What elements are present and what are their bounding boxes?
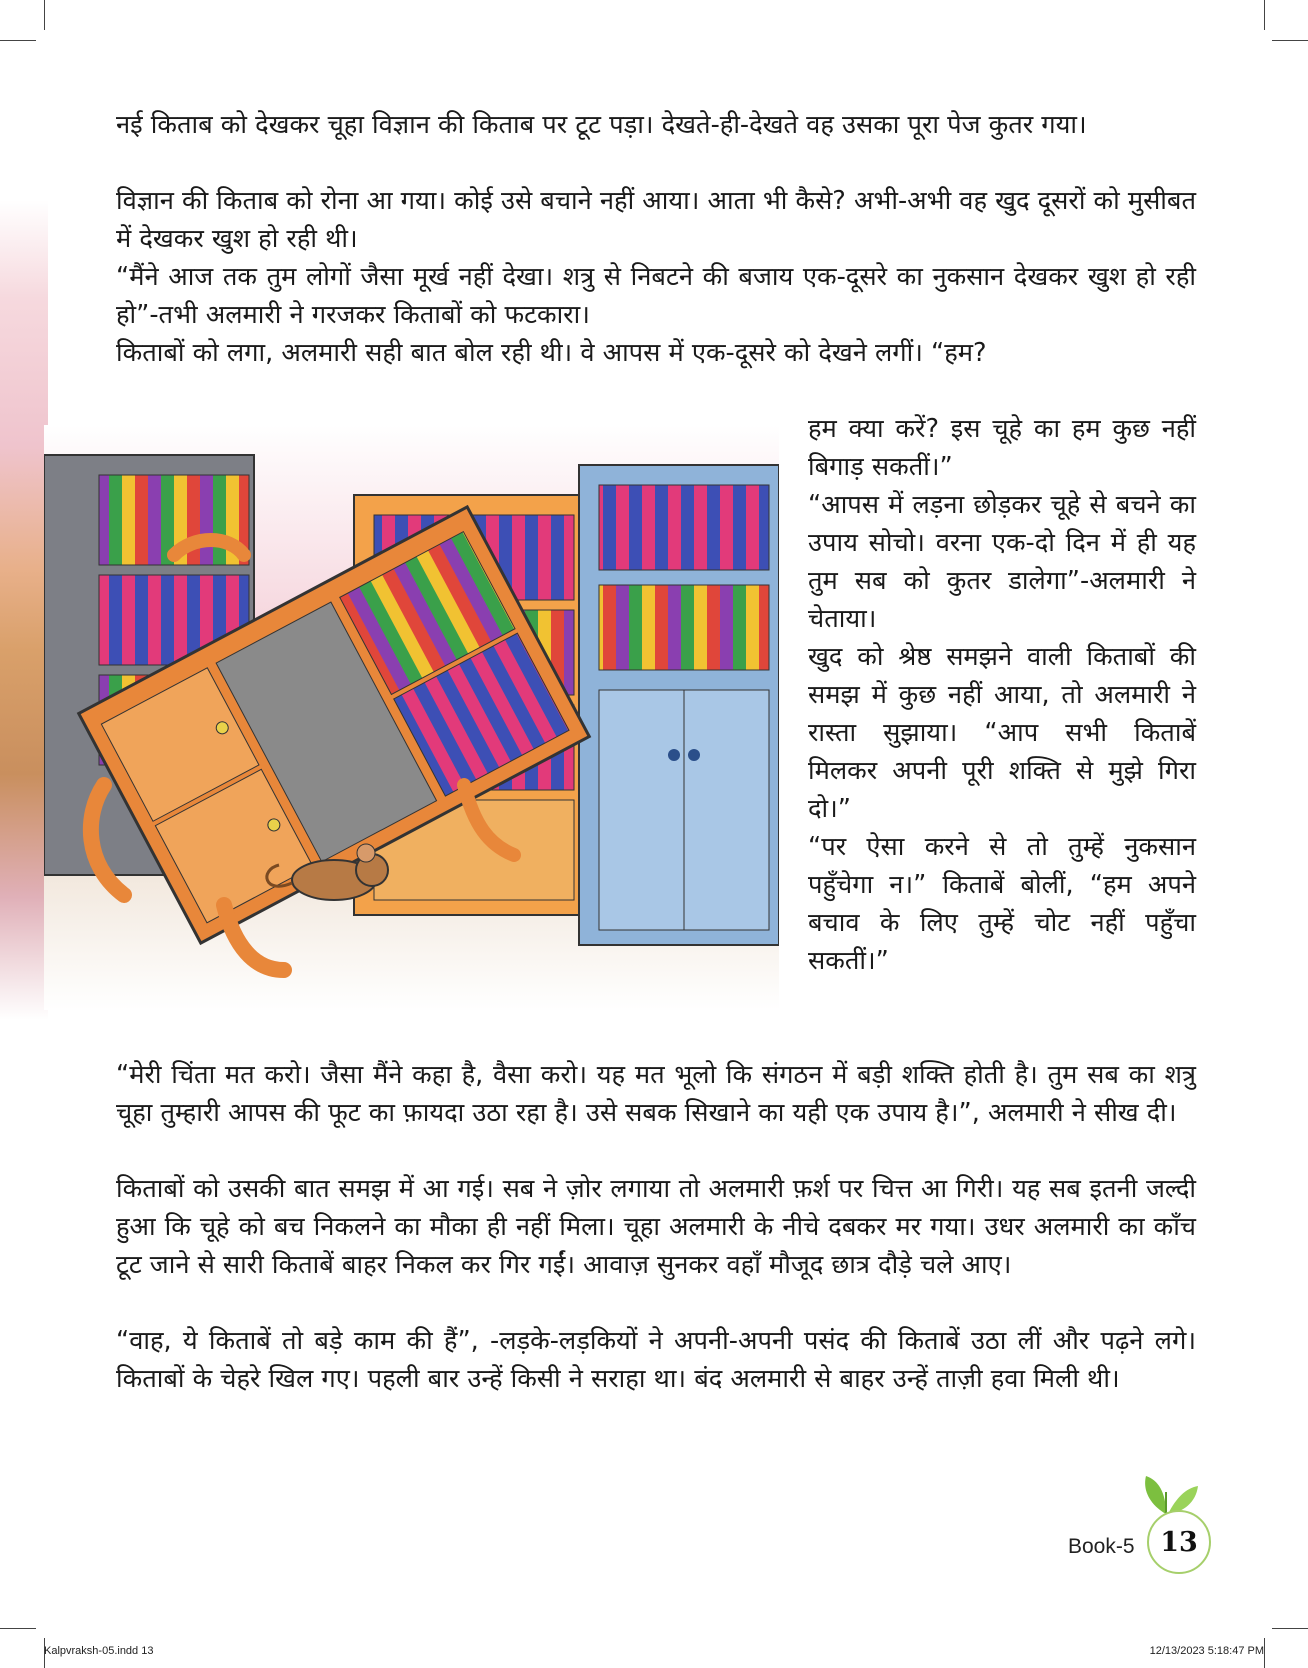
paragraph-1: नई किताब को देखकर चूहा विज्ञान की किताब पर टूट पड़ा। देखते-ही-देखते वह उसका पूरा पेज कुतर गया। <box>116 110 1087 140</box>
side-paragraph-3: खुद को श्रेष्ठ समझने वाली किताबों की समझ में कुछ नहीं आया, तो अलमारी ने रास्ता सुझाया। “आप सभी किताबें मिलकर अपनी पूरी शक्ति से मुझे गिरा दो।” <box>808 642 1196 824</box>
crop-mark <box>1264 0 1265 30</box>
slug-filename: Kalpvraksh-05.indd 13 <box>44 1645 154 1657</box>
page-number: 13 <box>1160 1526 1198 1558</box>
background-bleed <box>0 200 48 1020</box>
crop-mark <box>0 1628 36 1629</box>
page-number-badge <box>1147 1510 1211 1574</box>
side-paragraph-2: “आपस में लड़ना छोड़कर चूहे से बचने का उपाय सोचो। वरना एक-दो दिन में ही यह तुम सब को कुतर डालेगा”-अलमारी ने चेताया। <box>808 490 1196 634</box>
paragraph-3: “मैंने आज तक तुम लोगों जैसा मूर्ख नहीं देखा। शत्रु से निबटने की बजाय एक-दूसरे का नुकसान देखकर खुश हो रही हो”-तभी अलमारी ने गरजकर किताबों को फटकारा। <box>116 262 1196 330</box>
bottom-paragraph-3: “वाह, ये किताबें तो बड़े काम की हैं”, -लड़के-लड़कियों ने अपनी-अपनी पसंद की किताबें उठा लीं और पढ़ने लगे। किताबों के चेहरे खिल गए। पहली बार उन्हें किसी ने सराहा था। बंद अलमारी से बाहर उन्हें ताज़ी हवा मिली थी। <box>116 1326 1196 1394</box>
crop-mark <box>1272 1628 1308 1629</box>
crop-mark <box>44 0 45 30</box>
crop-mark <box>0 40 36 41</box>
crop-mark <box>1272 40 1308 41</box>
slug-timestamp: 12/13/2023 5:18:47 PM <box>1149 1645 1264 1657</box>
side-paragraph-4: “पर ऐसा करने से तो तुम्हें नुकसान पहुँचेगा न।” किताबें बोलीं, “हम अपने बचाव के लिए तुम्हें चोट नहीं पहुँचा सकतीं।” <box>808 832 1196 976</box>
crop-mark <box>1264 1638 1265 1668</box>
blue-cabinet <box>579 465 779 945</box>
paragraph-2: विज्ञान की किताब को रोना आ गया। कोई उसे बचाने नहीं आया। आता भी कैसे? अभी-अभी वह खुद दूसरों को मुसीबत में देखकर खुश हो रही थी। <box>116 186 1197 254</box>
bookshelf-illustration <box>44 425 779 1010</box>
bottom-paragraph-1: “मेरी चिंता मत करो। जैसा मैंने कहा है, वैसा करो। यह मत भूलो कि संगठन में बड़ी शक्ति होती है। तुम सब का शत्रु चूहा तुम्हारी आपस की फूट का फ़ायदा उठा रहा है। उसे सबक सिखाने का यही एक उपाय है।”, अलमारी ने सीख दी। <box>116 1060 1196 1128</box>
bottom-paragraph-2: किताबों को उसकी बात समझ में आ गई। सब ने ज़ोर लगाया तो अलमारी फ़र्श पर चित्त आ गिरी। यह सब इतनी जल्दी हुआ कि चूहे को बच निकलने का मौका ही नहीं मिला। चूहा अलमारी के नीचे दबकर मर गया। उधर अलमारी का काँच टूट जाने से सारी किताबें बाहर निकल कर गिर गईं। आवाज़ सुनकर वहाँ मौजूद छात्र दौड़े चले आए। <box>116 1174 1197 1280</box>
book-label: Book-5 <box>1068 1535 1135 1558</box>
side-paragraph-1: हम क्या करें? इस चूहे का हम कुछ नहीं बिगाड़ सकतीं।” <box>808 414 1196 482</box>
paragraph-4: किताबों को लगा, अलमारी सही बात बोल रही थी। वे आपस में एक-दूसरे को देखने लगीं। “हम? <box>116 338 987 368</box>
